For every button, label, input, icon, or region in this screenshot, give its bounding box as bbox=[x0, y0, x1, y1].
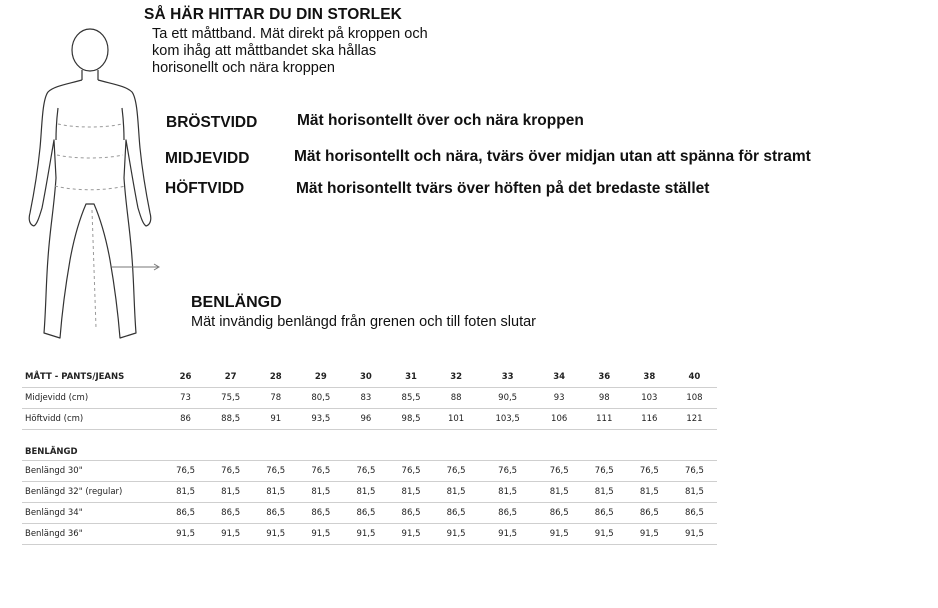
row-label: Benlängd 34" bbox=[22, 503, 163, 524]
table-cell: 76,5 bbox=[163, 461, 208, 482]
table-cell: 86,5 bbox=[253, 503, 298, 524]
table-cell: 86,5 bbox=[388, 503, 433, 524]
size-header: 31 bbox=[388, 367, 433, 388]
table-cell: 75,5 bbox=[208, 388, 253, 409]
table-cell: 86,5 bbox=[537, 503, 582, 524]
table-cell: 76,5 bbox=[388, 461, 433, 482]
table-cell: 73 bbox=[163, 388, 208, 409]
row-label: Benlängd 36" bbox=[22, 524, 163, 545]
table-cell: 81,5 bbox=[672, 482, 717, 503]
table-cell: 80,5 bbox=[298, 388, 343, 409]
row-label: Höftvidd (cm) bbox=[22, 409, 163, 430]
table-cell: 91,5 bbox=[672, 524, 717, 545]
table-cell: 101 bbox=[434, 409, 479, 430]
table-cell: 81,5 bbox=[208, 482, 253, 503]
guide-title: SÅ HÄR HITTAR DU DIN STORLEK bbox=[144, 6, 402, 23]
table-cell: 81,5 bbox=[343, 482, 388, 503]
size-header: 34 bbox=[537, 367, 582, 388]
table-cell: 103 bbox=[627, 388, 672, 409]
table-cell: 91,5 bbox=[537, 524, 582, 545]
table-cell: 91,5 bbox=[582, 524, 627, 545]
chest-label: BRÖSTVIDD bbox=[166, 114, 258, 131]
size-header: 33 bbox=[479, 367, 537, 388]
table-row bbox=[22, 503, 717, 524]
size-header: 30 bbox=[343, 367, 388, 388]
table-cell: 91,5 bbox=[253, 524, 298, 545]
table-cell: 88 bbox=[434, 388, 479, 409]
row-label: Benlängd 32" (regular) bbox=[22, 482, 163, 503]
table-cell: 76,5 bbox=[672, 461, 717, 482]
table-cell: 76,5 bbox=[582, 461, 627, 482]
table-header-row bbox=[22, 367, 717, 388]
table-cell: 78 bbox=[253, 388, 298, 409]
table-cell: 91 bbox=[253, 409, 298, 430]
table-cell: 86,5 bbox=[343, 503, 388, 524]
row-label: Benlängd 30" bbox=[22, 461, 163, 482]
row-label: Midjevidd (cm) bbox=[22, 388, 163, 409]
inseam-section-header: BENLÄNGD bbox=[25, 447, 78, 457]
table-row bbox=[22, 461, 717, 482]
size-table bbox=[22, 367, 717, 545]
table-cell: 76,5 bbox=[208, 461, 253, 482]
table-cell: 81,5 bbox=[434, 482, 479, 503]
size-header: 28 bbox=[253, 367, 298, 388]
size-header: 27 bbox=[208, 367, 253, 388]
table-cell: 86,5 bbox=[434, 503, 479, 524]
table-cell: 91,5 bbox=[479, 524, 537, 545]
table-cell: 98 bbox=[582, 388, 627, 409]
hip-label: HÖFTVIDD bbox=[165, 180, 245, 197]
table-cell: 86,5 bbox=[582, 503, 627, 524]
table-cell: 96 bbox=[343, 409, 388, 430]
table-cell: 83 bbox=[343, 388, 388, 409]
table-cell: 81,5 bbox=[479, 482, 537, 503]
table-cell: 86,5 bbox=[627, 503, 672, 524]
table-cell: 121 bbox=[672, 409, 717, 430]
table-cell: 108 bbox=[672, 388, 717, 409]
table-cell: 81,5 bbox=[163, 482, 208, 503]
inseam-title: BENLÄNGD bbox=[191, 294, 282, 311]
table-cell: 116 bbox=[627, 409, 672, 430]
table-cell: 81,5 bbox=[388, 482, 433, 503]
size-header: 26 bbox=[163, 367, 208, 388]
table-cell: 91,5 bbox=[627, 524, 672, 545]
table-cell: 88,5 bbox=[208, 409, 253, 430]
table-cell: 76,5 bbox=[298, 461, 343, 482]
table-cell: 86,5 bbox=[298, 503, 343, 524]
inseam-desc: Mät invändig benlängd från grenen och till foten slutar bbox=[191, 314, 536, 330]
table-cell: 81,5 bbox=[582, 482, 627, 503]
table-cell: 90,5 bbox=[479, 388, 537, 409]
table-cell: 111 bbox=[582, 409, 627, 430]
table-cell: 76,5 bbox=[434, 461, 479, 482]
table-cell: 76,5 bbox=[627, 461, 672, 482]
table-cell: 86 bbox=[163, 409, 208, 430]
size-header: 36 bbox=[582, 367, 627, 388]
body-figure-illustration bbox=[20, 28, 160, 348]
table-cell: 76,5 bbox=[253, 461, 298, 482]
table-cell: 91,5 bbox=[298, 524, 343, 545]
inseam-section-header-row bbox=[22, 444, 717, 461]
table-row bbox=[22, 409, 717, 430]
table-cell: 81,5 bbox=[627, 482, 672, 503]
table-cell: 76,5 bbox=[343, 461, 388, 482]
table-cell: 98,5 bbox=[388, 409, 433, 430]
table-cell: 86,5 bbox=[208, 503, 253, 524]
table-cell: 91,5 bbox=[208, 524, 253, 545]
waist-desc: Mät horisontellt och nära, tvärs över midjan utan att spänna för stramt bbox=[294, 148, 811, 165]
table-cell: 76,5 bbox=[537, 461, 582, 482]
guide-intro: Ta ett måttband. Mät direkt på kroppen och kom ihåg att måttbandet ska hållas horisonellt och nära kroppen bbox=[152, 26, 428, 76]
table-row bbox=[22, 388, 717, 409]
table-cell: 76,5 bbox=[479, 461, 537, 482]
table-cell: 81,5 bbox=[298, 482, 343, 503]
table-cell: 93 bbox=[537, 388, 582, 409]
table-cell: 91,5 bbox=[388, 524, 433, 545]
chest-desc: Mät horisontellt över och nära kroppen bbox=[297, 112, 584, 129]
table-cell: 93,5 bbox=[298, 409, 343, 430]
table-cell: 91,5 bbox=[343, 524, 388, 545]
table-row bbox=[22, 482, 717, 503]
table-cell: 86,5 bbox=[163, 503, 208, 524]
table-cell: 91,5 bbox=[163, 524, 208, 545]
size-header: 40 bbox=[672, 367, 717, 388]
hip-desc: Mät horisontellt tvärs över höften på det bredaste stället bbox=[296, 180, 710, 197]
size-header: 29 bbox=[298, 367, 343, 388]
size-header: 38 bbox=[627, 367, 672, 388]
size-header: 32 bbox=[434, 367, 479, 388]
table-cell: 85,5 bbox=[388, 388, 433, 409]
table-cell: 81,5 bbox=[253, 482, 298, 503]
table-cell: 81,5 bbox=[537, 482, 582, 503]
table-cell: 106 bbox=[537, 409, 582, 430]
table-cell: 103,5 bbox=[479, 409, 537, 430]
table-cell: 86,5 bbox=[672, 503, 717, 524]
table-cell: 86,5 bbox=[479, 503, 537, 524]
waist-label: MIDJEVIDD bbox=[165, 150, 250, 167]
table-cell: 91,5 bbox=[434, 524, 479, 545]
table-header-label: MÅTT - PANTS/JEANS bbox=[22, 367, 163, 388]
table-row bbox=[22, 524, 717, 545]
